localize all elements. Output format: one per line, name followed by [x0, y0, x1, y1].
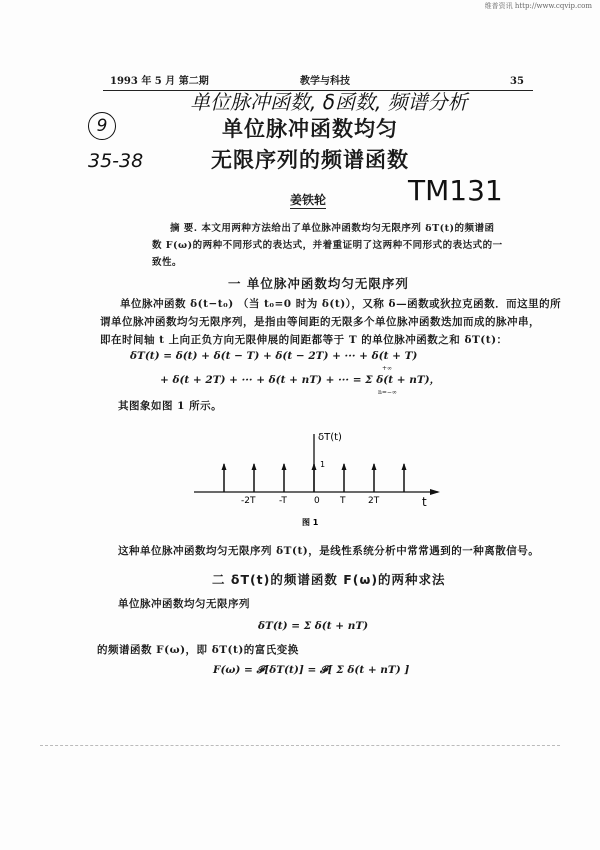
impulse-arrow — [282, 463, 287, 470]
impulse-arrow — [222, 463, 227, 470]
figure-caption: 图 1 — [302, 518, 319, 527]
t-axis-arrow — [430, 489, 440, 495]
impulse-arrow — [402, 463, 407, 470]
section1-heading: 一 单位脉冲函数均匀无限序列 — [228, 276, 409, 291]
figure-reference: 其图象如图 1 所示。 — [118, 400, 223, 412]
section2-text: 的频谱函数 F(ω)，即 δT(t)的富氏变换 — [97, 644, 299, 656]
handwritten-circled-number: 9 — [88, 112, 116, 140]
tick-label: T — [340, 496, 346, 506]
abstract-line: 摘 要. 本文用两种方法给出了单位脉冲函数均匀无限序列 δT(t)的频谱函 — [170, 223, 495, 234]
impulse-arrow — [342, 463, 347, 470]
impulse-arrow — [252, 463, 257, 470]
author: 姜铁轮 — [290, 193, 327, 207]
section1-closing: 这种单位脉冲函数均匀无限序列 δT(t)，是线性系统分析中常常遇到的一种离散信号。 — [118, 545, 540, 557]
equation-line1: δT(t) = δ(t) + δ(t − T) + δ(t − 2T) + ··· + δ(t + T) — [130, 350, 418, 362]
tick-label: 2T — [368, 496, 380, 506]
abstract-line: 数 F(ω)的两种不同形式的表达式，并着重证明了这两种不同形式的表达式的一 — [152, 240, 503, 251]
header-date-issue: 1993 年 5 月 第二期 — [110, 76, 209, 87]
section2-heading: 二 δT(t)的频谱函数 F(ω)的两种求法 — [212, 572, 446, 587]
equation-line2: + δ(t + 2T) + ··· + δ(t + nT) + ··· = Σ δ(t + nT)， — [160, 374, 441, 386]
handwritten-classification: TM131 — [408, 174, 503, 207]
tick-label: 0 — [314, 496, 320, 506]
header-page-number: 35 — [510, 76, 524, 87]
abstract-line: 致性。 — [152, 257, 183, 268]
impulse-height-label: 1 — [320, 460, 326, 469]
scan-noise-line — [40, 745, 560, 746]
section2-intro: 单位脉冲函数均匀无限序列 — [118, 598, 250, 610]
y-axis-label: δT(t) — [318, 432, 342, 443]
paragraph-line: 即在时间轴 t 上向正负方向无限伸展的间距都等于 T 的单位脉冲函数之和 δT(t)： — [100, 334, 508, 346]
title-line1: 单位脉冲函数均匀 — [222, 117, 398, 141]
tick-label: -T — [279, 496, 287, 506]
figure1-impulse-train — [180, 430, 450, 530]
sum-lower-limit: n=−∞ — [378, 389, 397, 396]
watermark: 维普资讯 http://www.cqvip.com — [484, 2, 592, 10]
sum-upper-limit: +∞ — [382, 365, 393, 372]
handwritten-page-range: 35-38 — [88, 150, 144, 172]
paragraph-line: 单位脉冲函数 δ(t−t₀) （当 t₀=0 时为 δ(t)），又称 δ—函数或狄拉克函数．而这里的所 — [120, 298, 562, 310]
paragraph-line: 谓单位脉冲函数均匀无限序列，是指由等间距的无限多个单位脉冲函数迭加而成的脉冲串， — [100, 316, 540, 328]
impulse-arrow — [372, 463, 377, 470]
title-line2: 无限序列的频谱函数 — [211, 148, 409, 172]
section2-equation2: F(ω) = 𝓕[δT(t)] = 𝓕[ Σ δ(t + nT) ] — [213, 664, 410, 676]
header-journal: 教学与科技 — [300, 76, 350, 87]
handwritten-keywords: 单位脉冲函数, δ函数, 频谱分析 — [190, 90, 468, 114]
impulse-arrow — [312, 463, 317, 470]
section2-equation1: δT(t) = Σ δ(t + nT) — [258, 620, 369, 632]
tick-label: -2T — [241, 496, 256, 506]
x-axis-label: t — [422, 495, 427, 509]
